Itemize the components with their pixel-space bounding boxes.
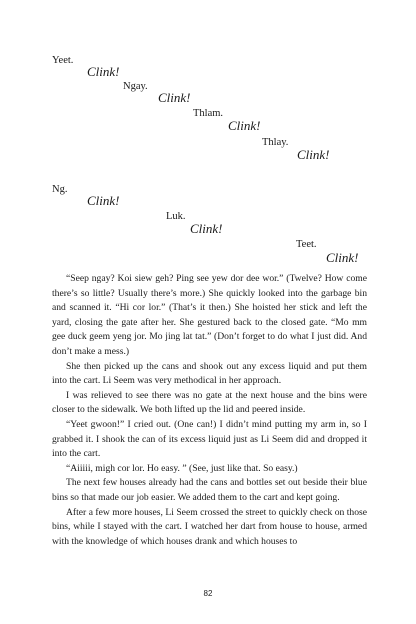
cascade-clink-1: Clink! [87, 64, 120, 79]
paragraph: “Aiiiii, migh cor lor. Ho easy. ” (See, just like that. So easy.) [66, 462, 298, 474]
cascade-clink-6: Clink! [190, 221, 223, 236]
page-number: 82 [203, 589, 213, 598]
paragraph: I was relieved to see there was no gate at the next house and the bins were closer to the sidewalk. We both lifted up the lid and peered inside. [52, 389, 367, 416]
cascade-word-1: Yeet. [52, 55, 74, 66]
cascade-word-3: Thlam. [193, 108, 224, 119]
cascade-clink-2: Clink! [158, 90, 191, 105]
cascade-word-7: Teet. [296, 239, 317, 250]
body-text [52, 272, 367, 549]
cascade-word-4: Thlay. [262, 137, 289, 148]
paragraph: The next few houses already had the cans and bottles set out beside their blue bins so that made our job easier. We added them to the cart and kept going. [52, 477, 367, 503]
cascade-word-2: Ngay. [123, 81, 148, 92]
paragraph: She then picked up the cans and shook out any excess liquid and put them into the cart. Li Seem was very methodical in her approach. [52, 360, 367, 387]
paragraph: “Seep ngay? Koi siew geh? Ping see yew dor dee wor.” (Twelve? How come there’s so little? Usually there’s more.) She quickly looked into the garbage bin and scanned it. “Hi cor lor.” (That’s it then.) She hoisted her stick and left the yard, closing the gate after her. She gestured back to the closed gate. “Mo mm gee duck geem yeng jor. Mo jing lat tat.” (Don’t forget to do what I just did. And don’t make a mess.) [52, 273, 367, 357]
cascade-clink-5: Clink! [87, 193, 120, 208]
cascade-clink-7: Clink! [326, 250, 359, 265]
paragraph: “Yeet gwoon!” I cried out. (One can!) I didn’t mind putting my arm in, so I grabbed it. I shook the can of its excess liquid just as Li Seem did and dropped it into the cart. [52, 418, 367, 460]
cascade-word-6: Luk. [166, 211, 186, 222]
paragraph: After a few more houses, Li Seem crossed the street to quickly check on those bins, while I stayed with the cart. I watched her dart from house to house, armed with the knowledge of which houses drank and which houses to [52, 506, 367, 547]
cascade-word-5: Ng. [52, 184, 68, 195]
cascade-clink-4: Clink! [297, 147, 330, 162]
cascade-clink-3: Clink! [228, 118, 261, 133]
